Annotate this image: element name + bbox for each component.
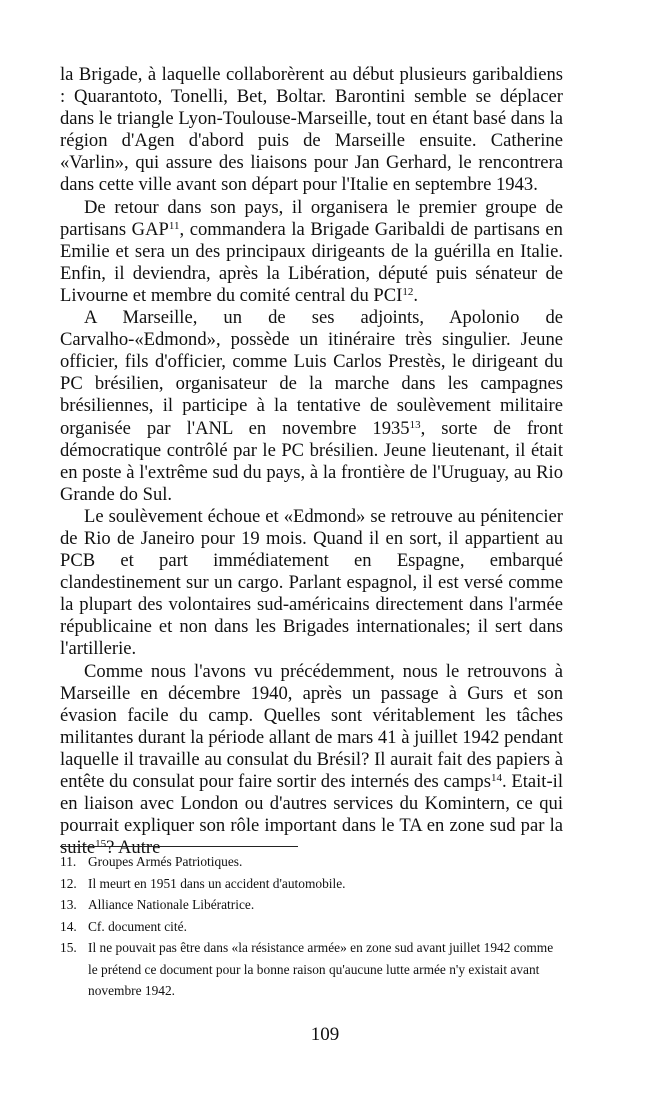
footnote-separator bbox=[60, 846, 298, 847]
footnote-number: 14. bbox=[60, 918, 77, 934]
footnote bbox=[60, 851, 563, 873]
paragraph bbox=[60, 661, 563, 860]
paragraph bbox=[60, 307, 563, 506]
footnote bbox=[60, 916, 563, 938]
footnote bbox=[60, 894, 563, 916]
footnote-number: 13. bbox=[60, 897, 77, 912]
footnote-text: Alliance Nationale Libératrice. bbox=[88, 897, 255, 912]
paragraph-text: , sorte de front démocratique contrôlé par le PC brésilien. Jeune lieutenant, il était en poste à l'extrême sud du pays, à la frontière de l'Uruguay, au Rio Grande do Sul. bbox=[60, 417, 563, 505]
paragraph bbox=[60, 197, 563, 307]
paragraph-text: A Marseille, un de ses adjoints, Apolonio de Carvalho-«Edmond», possède un itinéraire très singulier. Jeune officier, fils d'officier, comme Luis Carlos Prestès, le dirigeant du PC brésilien, organisateur de la marche dans les campagnes brésiliennes, il participe à la tentative de soulèvement militaire organisée par l'ANL en novembre 1935 bbox=[60, 307, 563, 439]
paragraph-text: , commandera la Brigade Garibaldi de partisans en Emilie et sera un des principaux dirigeants de la guérilla en Italie. Enfin, il deviendra, après la Libération, député puis sénateur de Livourne et membre du comité central du PCI bbox=[60, 218, 563, 306]
footnote-reference: 13 bbox=[409, 418, 421, 431]
paragraph-text: . Etait-il en liaison avec London ou d'autres services du Komintern, ce qui pourrait expliquer son rôle important dans le TA en zone sud par la suite bbox=[60, 771, 563, 859]
paragraph-text: . bbox=[413, 284, 418, 306]
paragraph-text: Le soulèvement échoue et «Edmond» se retrouve au pénitencier de Rio de Janeiro pour 19 mois. Quand il en sort, il appartient au PCB et part immédiatement en Espagne, embarqué clandestinement sur un cargo. Parlant espagnol, il est versé comme la plupart des volontaires sud-américains directement dans l'armée républicaine et non dans les Brigades internationales; il sert dans l'artillerie. bbox=[60, 505, 563, 660]
footnote-text: Il ne pouvait pas être dans «la résistance armée» en zone sud avant juillet 1942 comme le prétend ce document pour la bonne raison qu'aucune lutte armée n'y existait avant novembre 1942. bbox=[88, 940, 554, 998]
footnote-reference: 14 bbox=[490, 772, 502, 784]
page-number: 109 bbox=[310, 1024, 340, 1045]
footnotes bbox=[60, 851, 563, 1002]
footnote-number: 15. bbox=[60, 940, 77, 955]
footnote-text: Groupes Armés Patriotiques. bbox=[88, 854, 243, 869]
footnote-reference: 15 bbox=[95, 838, 107, 851]
footnote bbox=[60, 937, 563, 1002]
footnote-reference: 12 bbox=[402, 285, 414, 298]
paragraph-text: la Brigade, à laquelle collaborèrent au début plusieurs garibaldiens : Quarantoto, Tonelli, Bet, Boltar. Barontini semble se déplacer dans le triangle Lyon-Toulouse-Marseille, tout en étant basé dans la région d'Agen d'abord puis de Marseille ensuite. Catherine «Varlin», qui assure des liaisons pour Jan Gerhard, le rencontrera dans cette ville avant son départ pour l'Italie en septembre 1943. bbox=[60, 64, 563, 196]
paragraph-text: ? Autre bbox=[106, 837, 161, 859]
footnote-number: 12. bbox=[60, 875, 77, 891]
main-text bbox=[60, 64, 563, 859]
footnote-number: 11. bbox=[60, 854, 77, 869]
paragraph bbox=[60, 64, 563, 197]
paragraph bbox=[60, 506, 563, 661]
footnote-text: Cf. document cité. bbox=[88, 918, 187, 934]
footnote-reference: 11 bbox=[168, 219, 180, 232]
paragraph-text: Comme nous l'avons vu précédemment, nous le retrouvons à Marseille en décembre 1940, après un passage à Gurs et son évasion facile du camp. Quelles sont véritablement les tâches militantes durant la période allant de mars 41 à juillet 1942 pendant laquelle il travaille au consulat du Brésil? Il aurait fait des papiers à entête du consulat pour faire sortir des internés des camps bbox=[60, 660, 563, 792]
footnote bbox=[60, 873, 563, 895]
footnote-text: Il meurt en 1951 dans un accident d'automobile. bbox=[88, 875, 346, 891]
paragraph-text: De retour dans son pays, il organisera le premier groupe de partisans GAP bbox=[60, 196, 563, 240]
